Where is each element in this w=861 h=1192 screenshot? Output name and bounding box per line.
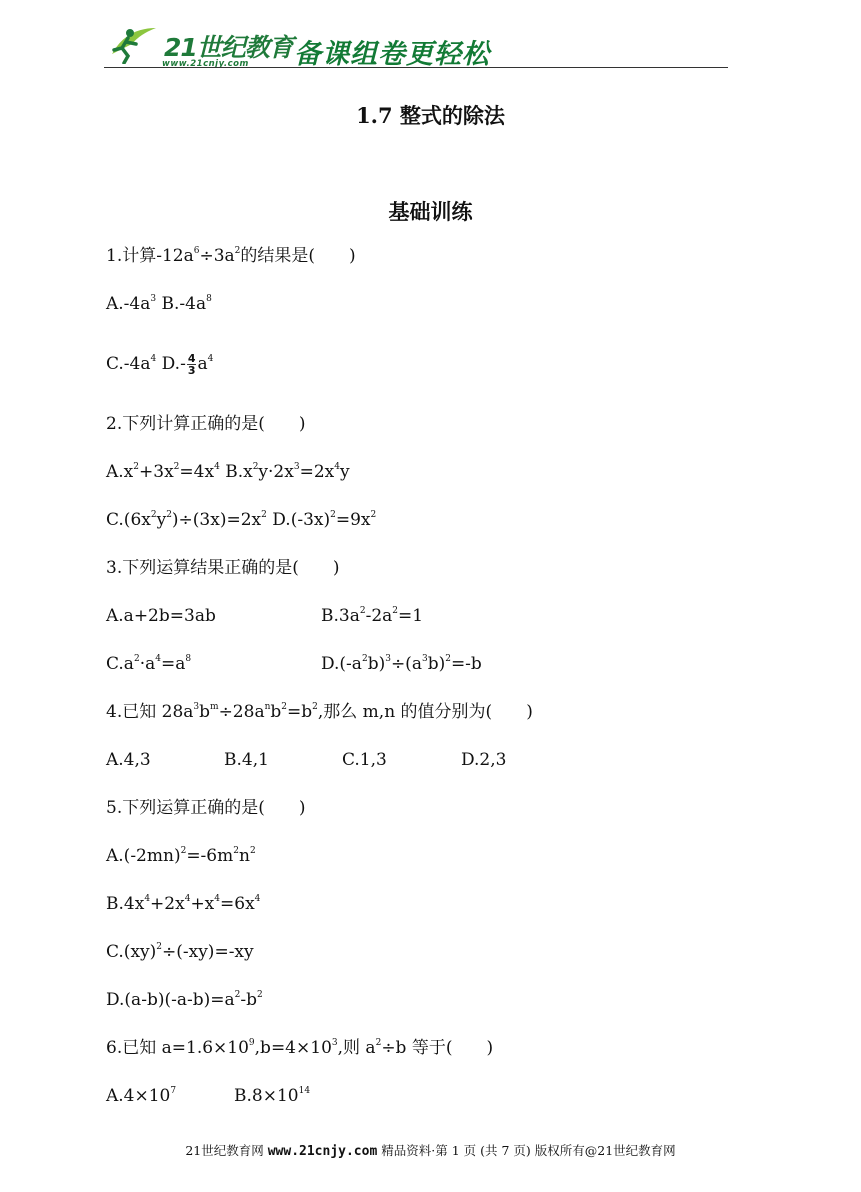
question-1-options-ab: $A.-4a^3$ $B.-4a^8$	[106, 294, 212, 314]
footer-info: 精品资料·第 1 页 (共 7 页) 版权所有@21世纪教育网	[381, 1143, 676, 1158]
brand-url: www.21cnjy.com	[162, 59, 249, 69]
question-5-option-a: $A.(-2mn)^2=-6m^2n^2$	[106, 846, 256, 866]
page-footer	[0, 1141, 861, 1159]
footer-site: 21世纪教育网	[185, 1143, 264, 1158]
question-2-options-ab: $A.x^2+3x^2=4x^4$ $B.x^2y\cdot 2x^3=2x^4y$	[106, 462, 350, 482]
header-divider	[104, 67, 728, 68]
question-3: 3.下列运算结果正确的是( )	[106, 558, 340, 578]
question-2: 2.下列计算正确的是( )	[106, 414, 306, 434]
question-2-options-cd: $C.(6x^2y^2)\div(3x)=2x^2$ $D.(-3x)^2=9x^2$	[106, 510, 377, 530]
question-5-option-b: $B.4x^4+2x^4+x^4=6x^4$	[106, 894, 261, 914]
question-6: 6.已知 $a=1.6\times 10^9,b=4\times 10^3$,则 $a^2\div b$ 等于( )	[106, 1038, 494, 1058]
brand-name: 21世纪教育	[164, 33, 293, 62]
question-1: 1.计算$-12a^6\div 3a^2$的结果是( )	[106, 246, 356, 266]
question-5: 5.下列运算正确的是( )	[106, 798, 306, 818]
question-1-options-cd: $C.-4a^4$ D.- $\frac{4}{3}$ $a^4$	[106, 352, 214, 377]
page-header	[104, 22, 728, 70]
question-5-option-d: $D.(a-b)(-a-b)=a^2-b^2$	[106, 990, 263, 1010]
question-5-option-c: C.(xy)$^2$÷(-xy)=-xy	[106, 942, 254, 962]
header-slogan: 备课组卷更轻松	[294, 39, 490, 70]
page-title: 1.7 整式的除法	[356, 103, 505, 128]
runner-logo-icon	[106, 24, 160, 64]
fraction-4-3: $\frac{4}{3}$	[187, 352, 196, 377]
section-title: 基础训练	[388, 199, 473, 224]
question-4: 4.已知 $28a^3b^m\div 28a^nb^2=b^2$,那么 m,n 的值分别为( )	[106, 702, 533, 722]
footer-url[interactable]: www.21cnjy.com	[267, 1144, 378, 1159]
